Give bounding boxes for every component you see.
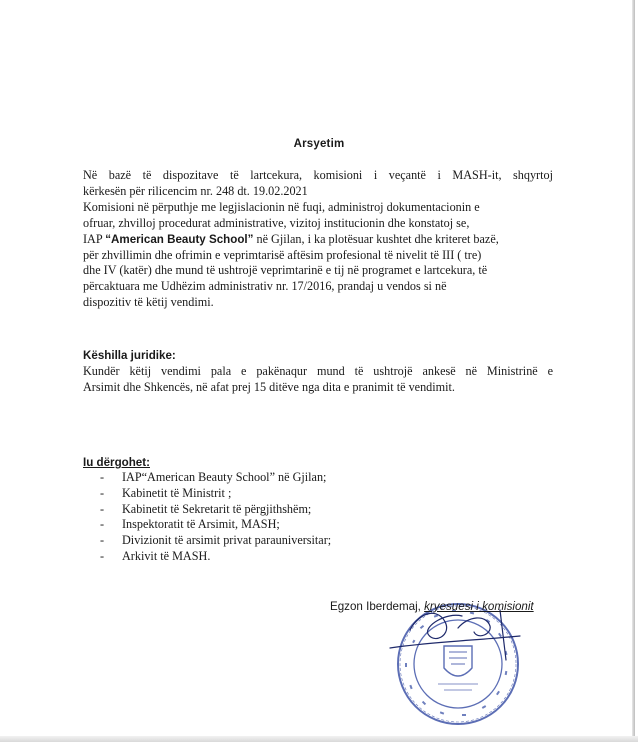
signatory-role: kryesuesi i komisionit bbox=[424, 600, 534, 613]
section-title: Arsyetim bbox=[293, 138, 345, 150]
recipient-item: - Kabinetit të Ministrit ; bbox=[100, 485, 232, 500]
reasoning-line-institution bbox=[83, 232, 553, 248]
bullet-dash: - bbox=[100, 548, 105, 563]
reasoning-line: ofruar, zhvilloj procedurat administrative, vizitoj institucionin dhe konstatoj se, bbox=[83, 215, 470, 230]
reasoning-line: përcaktuara me Udhëzim administrativ nr. 17/2016, prandaj u vendos si në bbox=[83, 279, 447, 294]
bullet-dash: - bbox=[100, 517, 105, 532]
recipient-item: - IAP“American Beauty School” në Gjilan; bbox=[100, 470, 327, 484]
bullet-dash: - bbox=[100, 533, 105, 548]
bullet-dash: - bbox=[100, 485, 105, 500]
recipients-list bbox=[92, 470, 512, 565]
page-bottom-edge bbox=[0, 736, 638, 742]
reasoning-line: kërkesën për rilicencim nr. 248 dt. 19.02.2021 bbox=[83, 183, 308, 198]
legal-advice-line: Arsimit dhe Shkencës, në afat prej 15 ditëve nga dita e pranimit të vendimit. bbox=[83, 379, 455, 394]
recipient-item: - Arkivit të MASH. bbox=[100, 548, 211, 563]
reasoning-line: Në bazë të dispozitave të lartcekura, komisioni i veçantë i MASH-it, shqyrtoj bbox=[83, 168, 553, 182]
bullet-dash: - bbox=[100, 470, 105, 484]
reasoning-line: Komisioni në përputhje me legjislacionin në fuqi, administroj dokumentacionin e bbox=[83, 199, 480, 214]
recipient-item: - Kabinetit të Sekretarit të përgjithshëm; bbox=[100, 501, 312, 516]
legal-advice-text bbox=[83, 364, 553, 396]
reasoning-line-tail: në Gjilan, i ka plotësuar kushtet dhe kriteret bazë, bbox=[256, 231, 499, 246]
bullet-dash: - bbox=[100, 501, 105, 516]
recipient-item: - Divizionit të arsimit privat parauniversitar; bbox=[100, 533, 332, 548]
reasoning-line: dhe IV (katër) dhe mund të ushtrojë veprimtarinë e tij në programet e lartcekura, të bbox=[83, 263, 488, 278]
signatory-name: Egzon Iberdemaj, bbox=[330, 600, 421, 613]
reasoning-line: dispozitiv të këtij vendimi. bbox=[83, 295, 214, 310]
reasoning-paragraph bbox=[83, 168, 553, 311]
institution-name: “American Beauty School” bbox=[105, 232, 254, 246]
recipients-heading: Iu dërgohet: bbox=[83, 456, 150, 469]
legal-advice-line: Kundër këtij vendimi pala e pakënaqur mund të ushtrojë ankesë në Ministrinë e bbox=[83, 364, 553, 378]
institution-prefix: IAP bbox=[83, 231, 103, 246]
reasoning-line: për zhvillimin dhe ofrimin e veprimtarisë aftësim profesional të nivelit të III ( tre) bbox=[83, 247, 482, 262]
legal-advice-heading: Këshilla juridike: bbox=[83, 349, 176, 362]
recipient-item: - Inspektoratit të Arsimit, MASH; bbox=[100, 517, 280, 532]
page-right-edge bbox=[632, 0, 635, 742]
signature-line bbox=[330, 600, 534, 613]
